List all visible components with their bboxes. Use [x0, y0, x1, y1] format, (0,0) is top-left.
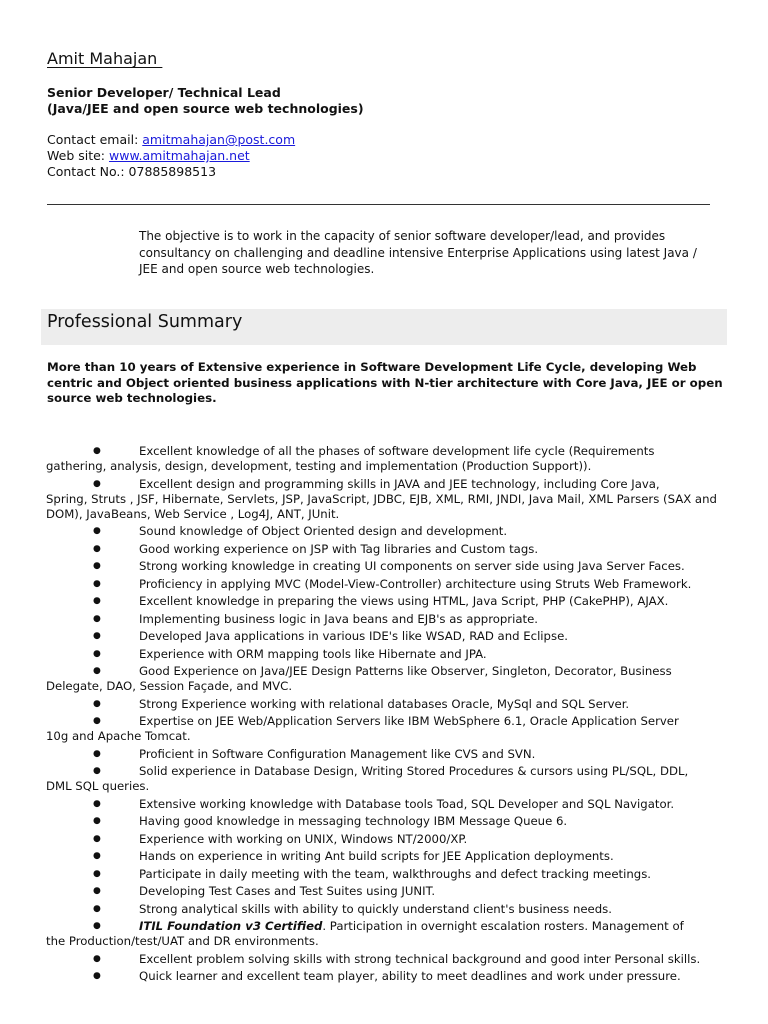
bullet-text-first-line: Expertise on JEE Web/Application Servers like IBM WebSphere 6.1, Oracle Application Server: [139, 714, 679, 729]
bullet-icon: ●: [93, 543, 101, 554]
summary-bullet-item: [46, 664, 723, 694]
summary-bullet-item: [93, 559, 723, 574]
professional-summary-header: [41, 309, 727, 345]
summary-bullet-item: [93, 902, 723, 917]
job-title: Senior Developer/ Technical Lead: [47, 85, 281, 100]
bullet-icon: ●: [93, 868, 101, 879]
summary-bullet-item: [93, 849, 723, 864]
summary-bullet-item: [93, 524, 723, 539]
bullet-text-first-line: Excellent problem solving skills with strong technical background and good inter Personal skills.: [139, 951, 701, 966]
summary-bullet-item: [46, 764, 723, 794]
summary-bullet-list: [46, 444, 723, 987]
website-label: Web site:: [47, 148, 109, 163]
bullet-text-first-line: Having good knowledge in messaging technology IBM Message Queue 6.: [139, 814, 568, 829]
summary-bullet-item: [93, 542, 723, 557]
bullet-text-first-line: Proficient in Software Configuration Management like CVS and SVN.: [139, 746, 536, 761]
summary-bullet-item: [93, 612, 723, 627]
bullet-text-first-line: Excellent knowledge of all the phases of software development life cycle (Requirements: [139, 444, 655, 458]
contact-email-label: Contact email:: [47, 132, 143, 147]
bullet-icon: ●: [93, 921, 101, 932]
contact-phone-line: [47, 164, 216, 179]
summary-bullet-item: [93, 594, 723, 609]
summary-bullet-item: [93, 952, 723, 967]
bullet-icon: ●: [93, 478, 101, 489]
bullet-icon: ●: [93, 748, 101, 759]
bullet-icon: ●: [93, 716, 101, 727]
bullet-text-continuation: Delegate, DAO, Session Façade, and MVC.: [46, 679, 293, 694]
bullet-icon: ●: [93, 816, 101, 827]
bullet-icon: ●: [93, 613, 101, 624]
summary-bullet-item: [93, 647, 723, 662]
summary-bullet-item: [93, 747, 723, 762]
summary-bullet-item: [93, 884, 723, 899]
bullet-icon: ●: [93, 903, 101, 914]
summary-bullet-item: [93, 577, 723, 592]
bullet-text-first-line: Proficiency in applying MVC (Model-View-Controller) architecture using Struts Web Framework.: [139, 576, 692, 591]
certification-highlight: ITIL Foundation v3 Certified: [139, 919, 323, 934]
contact-phone-label: Contact No.:: [47, 164, 129, 179]
bullet-text-first-line: Quick learner and excellent team player, ability to meet deadlines and work under pressure.: [139, 969, 681, 984]
summary-bullet-item: [93, 832, 723, 847]
bullet-icon: ●: [93, 971, 101, 982]
bullet-icon: ●: [93, 446, 101, 456]
candidate-name: Amit Mahajan: [47, 49, 163, 68]
bullet-text-first-line: Participate in daily meeting with the team, walkthroughs and defect tracking meetings.: [139, 866, 651, 881]
bullet-icon: ●: [93, 648, 101, 659]
website-line: [47, 148, 250, 163]
bullet-text-continuation: Spring, Struts , JSF, Hibernate, Servlets, JSP, JavaScript, JDBC, EJB, XML, RMI, JNDI, Java Mail, XML Parsers (SAX and DOM), JavaBeans, Web Service , Log4J, ANT, JUnit.: [46, 491, 717, 521]
summary-bullet-item: [93, 629, 723, 644]
bullet-text-first-line: Excellent design and programming skills in JAVA and JEE technology, including Core Java,: [139, 476, 660, 491]
bullet-text-first-line: Developed Java applications in various IDE's like WSAD, RAD and Eclipse.: [139, 629, 568, 644]
bullet-text-continuation: 10g and Apache Tomcat.: [46, 729, 191, 744]
bullet-text-first-line: Hands on experience in writing Ant build scripts for JEE Application deployments.: [139, 849, 614, 864]
bullet-text-first-line: Strong Experience working with relational databases Oracle, MySql and SQL Server.: [139, 696, 630, 711]
bullet-text-first-line: Experience with ORM mapping tools like Hibernate and JPA.: [139, 646, 487, 661]
bullet-icon: ●: [93, 526, 101, 537]
bullet-text-first-line: Good working experience on JSP with Tag libraries and Custom tags.: [139, 541, 539, 556]
contact-phone-value: 07885898513: [128, 164, 217, 179]
bullet-text-first-line: Developing Test Cases and Test Suites using JUNIT.: [139, 884, 436, 899]
bullet-icon: ●: [93, 851, 101, 862]
bullet-text-first-line: Sound knowledge of Object Oriented design and development.: [139, 524, 508, 539]
bullet-icon: ●: [93, 578, 101, 589]
bullet-icon: ●: [93, 666, 101, 677]
bullet-text-continuation: DML SQL queries.: [46, 779, 150, 794]
job-title-specialization: (Java/JEE and open source web technologies): [47, 101, 364, 116]
summary-bullet-item: [46, 714, 723, 744]
bullet-text-continuation: gathering, analysis, design, development, testing and implementation (Production Support)).: [46, 459, 592, 474]
bullet-icon: ●: [93, 953, 101, 964]
summary-bullet-item: [46, 476, 723, 522]
summary-bullet-item: [46, 444, 723, 474]
summary-intro: More than 10 years of Extensive experience in Software Development Life Cycle, developing Web centric and Object oriented business applications with N-tier architecture with Core Java, JEE or open source web technologies.: [47, 360, 723, 405]
bullet-icon: ●: [93, 886, 101, 897]
contact-email-line: [47, 132, 295, 147]
summary-bullet-item: [93, 797, 723, 812]
bullet-text-first-line: [139, 919, 684, 933]
summary-bullet-item: [93, 697, 723, 712]
bullet-icon: ●: [93, 596, 101, 607]
summary-bullet-item: [93, 867, 723, 882]
bullet-icon: ●: [93, 798, 101, 809]
bullet-icon: ●: [93, 561, 101, 572]
objective-statement: The objective is to work in the capacity of senior software developer/lead, and provides consultancy on challenging and deadline intensive Enterprise Applications using latest Java / JEE and open source web technologies.: [139, 229, 697, 276]
summary-bullet-item: [46, 919, 723, 949]
bullet-icon: ●: [93, 631, 101, 642]
summary-bullet-item: [93, 814, 723, 829]
header-divider: [47, 204, 710, 205]
bullet-icon: ●: [93, 766, 101, 777]
bullet-text-first-line: Strong working knowledge in creating UI components on server side using Java Server Faces.: [139, 559, 685, 574]
section-title: Professional Summary: [47, 312, 243, 332]
website-link[interactable]: www.amitmahajan.net: [109, 148, 250, 163]
contact-email-link[interactable]: amitmahajan@post.com: [142, 132, 296, 147]
bullet-text-first-line: Excellent knowledge in preparing the views using HTML, Java Script, PHP (CakePHP), AJAX.: [139, 594, 669, 609]
bullet-icon: ●: [93, 698, 101, 709]
bullet-text-first-line: Solid experience in Database Design, Writing Stored Procedures & cursors using PL/SQL, DDL,: [139, 764, 689, 779]
summary-bullet-item: [93, 969, 723, 984]
bullet-text: . Participation in overnight escalation rosters. Management of: [322, 919, 684, 934]
bullet-text-first-line: Experience with working on UNIX, Windows NT/2000/XP.: [139, 831, 468, 846]
bullet-text-first-line: Strong analytical skills with ability to quickly understand client's business needs.: [139, 901, 612, 916]
bullet-text-first-line: Extensive working knowledge with Database tools Toad, SQL Developer and SQL Navigator.: [139, 796, 675, 811]
bullet-text-continuation: the Production/test/UAT and DR environments.: [46, 934, 319, 949]
bullet-icon: ●: [93, 833, 101, 844]
bullet-text-first-line: Implementing business logic in Java beans and EJB's as appropriate.: [139, 611, 539, 626]
bullet-text-first-line: Good Experience on Java/JEE Design Patterns like Observer, Singleton, Decorator, Business: [139, 664, 672, 679]
